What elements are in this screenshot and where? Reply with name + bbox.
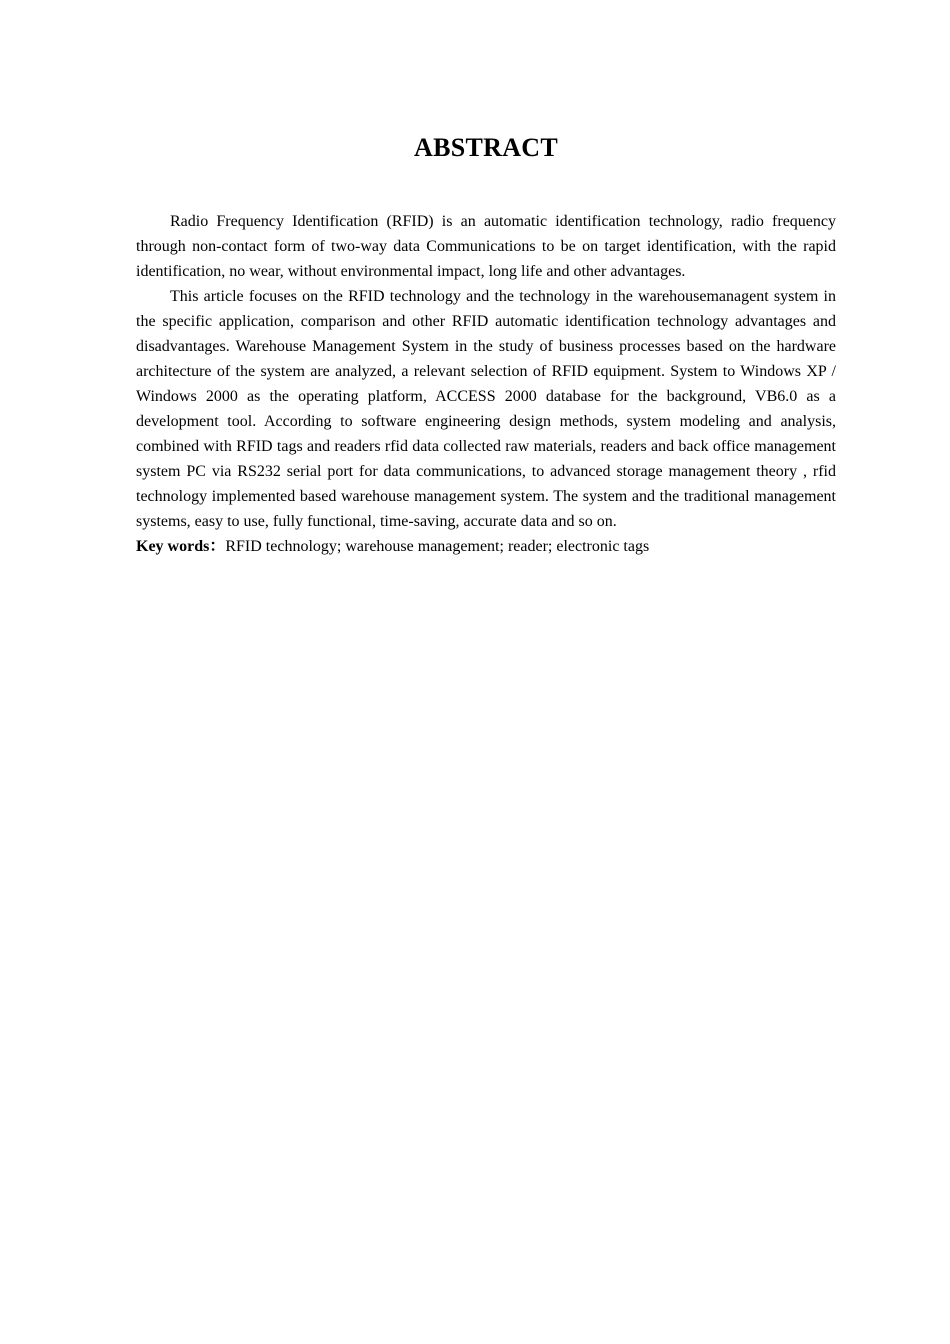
keywords-label: Key words： bbox=[136, 538, 226, 555]
keywords-text: RFID technology; warehouse management; reader; electronic tags bbox=[225, 538, 650, 555]
keywords-line bbox=[136, 534, 836, 559]
abstract-paragraph-1: Radio Frequency Identification (RFID) is an automatic identification technology, radio frequency through non-contact form of two-way data Communications to be on target identification, with the rapid identification, no wear, without environmental impact, long life and other advantages. bbox=[136, 213, 836, 280]
abstract-title: ABSTRACT bbox=[414, 133, 558, 162]
abstract-paragraph-2: This article focuses on the RFID technology and the technology in the warehousemanagent system in the specific application, comparison and other RFID automatic identification technology advantages and disadvantages. Warehouse Management System in the study of business processes based on the hardware architecture of the system are analyzed, a relevant selection of RFID equipment. System to Windows XP / Windows 2000 as the operating platform, ACCESS 2000 database for the background, VB6.0 as a development tool. According to software engineering design methods, system modeling and analysis, combined with RFID tags and readers rfid data collected raw materials, readers and back office management system PC via RS232 serial port for data communications, to advanced storage management theory , rfid technology implemented based warehouse management system. The system and the traditional management systems, easy to use, fully functional, time-saving, accurate data and so on. bbox=[136, 288, 836, 530]
abstract-body bbox=[136, 209, 836, 559]
